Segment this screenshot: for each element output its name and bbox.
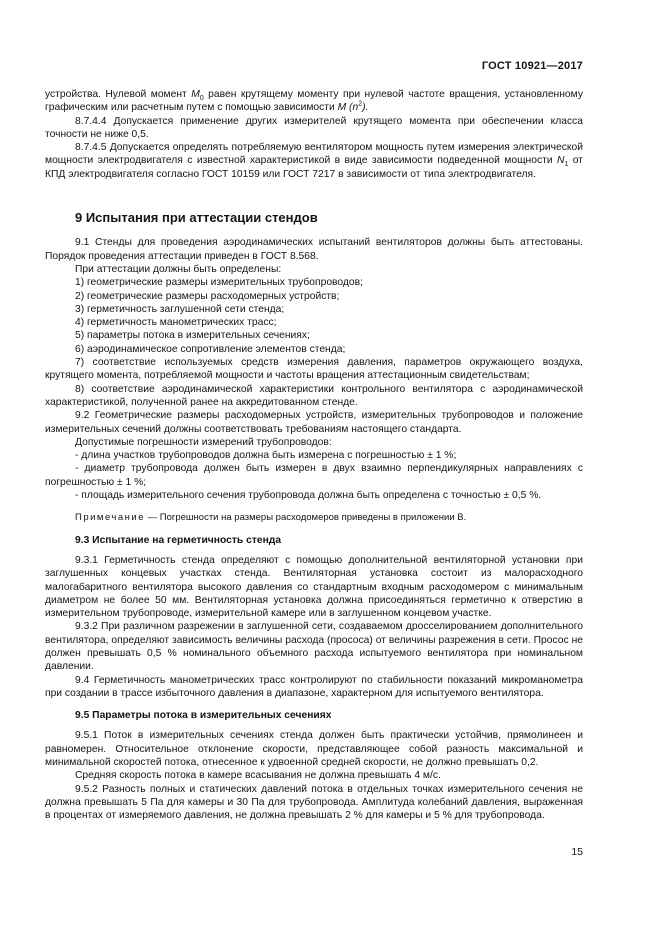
document-header: ГОСТ 10921—2017 [481,60,583,72]
paragraph-9-5-1: 9.5.1 Поток в измерительных сечениях стенда должен быть практически устойчив, прямолинеен и равномерен. Относительное отклонение скорости, представляющее собой разность максимальной и минимальной скоростей потока, отнесенное к удвоенной средней скорости, не должно превышать 0,2. [45,730,583,769]
paragraph-9-5-1-speed: Средняя скорость потока в камере всасывания не должна превышать 4 м/с. [75,770,441,782]
page-number: 15 [571,846,583,858]
list-item: 4) герметичность манометрических трасс; [75,317,277,329]
paragraph-9-4: 9.4 Герметичность манометрических трасс контролируют по стабильности показаний микроманометра при создании в трассе избыточного давления в диапазоне, характерном для испытуемого вентилятора. [45,674,583,699]
paragraph-8-7-4-4: 8.7.4.4 Допускается применение других измерителей крутящего момента при обеспечении класса точности не ниже 0,5. [45,115,583,140]
list-item: 2) геометрические размеры расходомерных устройств; [75,290,340,302]
list-item: - диаметр трубопровода должен быть измерен в двух взаимно перпендикулярных направлениях с погрешностью ± 1 %; [45,463,583,488]
paragraph-zero-moment: устройства. Нулевой момент $M_0$ равен крутящему моменту при нулевой частоте вращения, установленному графическим или расчетным путем с помощью зависимости M $(n^2)$. [45,89,583,114]
section-9-title: 9 Испытания при аттестации стендов [75,210,318,226]
paragraph-attestation-intro: При аттестации должны быть определены: [75,263,282,275]
subsection-9-5-title: 9.5 Параметры потока в измерительных сечениях [75,710,332,722]
list-item: 7) соответствие используемых средств измерения давления, параметров окружающего воздуха, крутящего момента, потребляемой мощности и частоты вращения аттестационным свидетельствам; [45,357,583,382]
list-item: - площадь измерительного сечения трубопровода должна быть определена с точностью ± 0,5 %. [75,490,542,502]
list-item: 5) параметры потока в измерительных сечениях; [75,330,310,342]
paragraph-9-2: 9.2 Геометрические размеры расходомерных устройств, измерительных трубопроводов и положение измерительных сечений должны соответствовать требованиям настоящего стандарта. [45,410,583,435]
note-label: Примечание [75,512,145,524]
list-item: 3) герметичность заглушенной сети стенда; [75,303,285,315]
paragraph-9-3-2: 9.3.2 При различном разрежении в заглушенной сети, создаваемом дросселированием дополнительного вентилятора, определяют зависимость величины расхода (прососа) от величины разрежения в сети. Просос не должен превышать 0,5 % номинального объемного расхода испытуемого вентилятора при номинальном давлении. [45,621,583,673]
list-item: - длина участков трубопроводов должна быть измерена с погрешностью ± 1 %; [75,450,457,462]
list-item: 8) соответствие аэродинамической характеристики контрольного вентилятора с аэродинамической характеристикой, полученной ранее на аккредитованном стенде. [45,383,583,408]
note-text: — Погрешности на размеры расходомеров приведены в приложении В. [145,512,467,524]
list-item: 1) геометрические размеры измерительных трубопроводов; [75,277,363,289]
list-item: 6) аэродинамическое сопротивление элементов стенда; [75,343,346,355]
paragraph-9-3-1: 9.3.1 Герметичность стенда определяют с помощью дополнительной вентиляторной установки при заглушенных концевых участках стенда. Вентиляторная установка состоит из малорасходного малогабаритного вентилятора высокого давления со стандартным входным расходомером с минимальным диаметром не более 50 мм. Вентиляторная установка должна присоединяться герметично к отверстию в измерительном трубопроводе, измерительной камере или в заглушенном концевом участке. [45,554,583,620]
paragraph-9-5-2: 9.5.2 Разность полных и статических давлений потока в отдельных точках измерительного сечения не должна превышать 5 Па для камеры и 30 Па для трубопровода. Амплитуда колебаний давления, выраженная в процентах от измеряемого давления, не должна превышать 2 % для камеры и 5 % для трубопровода. [45,783,583,822]
subsection-9-3-title: 9.3 Испытание на герметичность стенда [75,534,282,546]
paragraph-tolerances-intro: Допустимые погрешности измерений трубопроводов: [75,436,332,448]
paragraph-9-1: 9.1 Стенды для проведения аэродинамических испытаний вентиляторов должны быть аттестованы. Порядок проведения аттестации приведен в ГОСТ 8.568. [45,237,583,262]
document-body [45,88,583,823]
note [75,511,583,524]
paragraph-8-7-4-5: 8.7.4.5 Допускается определять потребляемую вентилятором мощность путем измерения электрической мощности электродвигателя с известной характеристикой в виде зависимости подведенной мощности $N_1$ от КПД электродвигателя согласно ГОСТ 10159 или ГОСТ 7217 в зависимости от типа электродвигателя. [45,142,583,180]
